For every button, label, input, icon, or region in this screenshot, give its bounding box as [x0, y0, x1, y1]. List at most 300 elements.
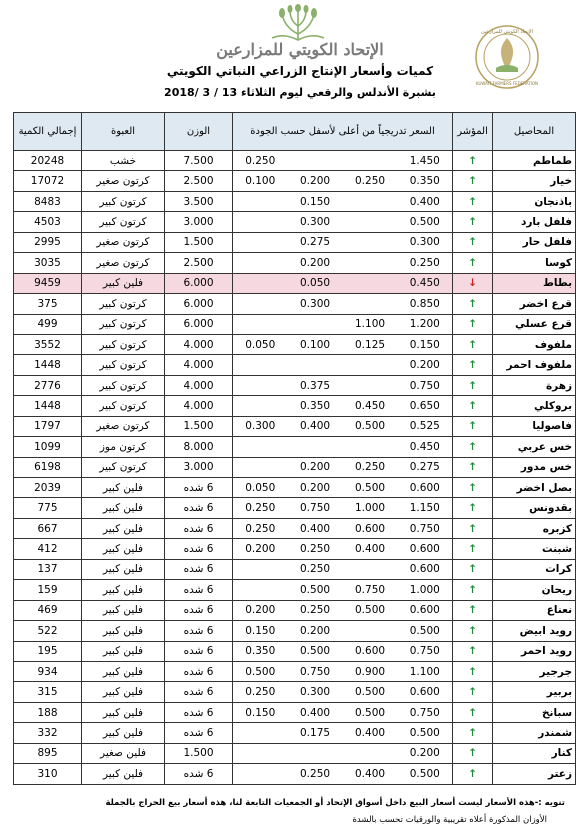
packaging-cell: فلين كبير: [82, 580, 165, 600]
total-quantity-cell: 9459: [14, 273, 82, 293]
total-quantity-cell: 310: [14, 764, 82, 784]
price-grade-1: 0.600: [398, 600, 453, 620]
weight-cell: 7.500: [165, 151, 233, 171]
crop-name: فلفل بارد: [493, 212, 576, 232]
trend-indicator-icon: ↑: [453, 621, 493, 641]
col-header-price: السعر تدريجياً من أعلى لأسفل حسب الجودة: [233, 113, 453, 151]
trend-indicator-icon: ↑: [453, 232, 493, 252]
crop-name: كنار: [493, 743, 576, 763]
weight-cell: 4.000: [165, 396, 233, 416]
price-grade-3: [288, 314, 343, 334]
price-grade-1: 0.200: [398, 743, 453, 763]
price-grade-3: 0.200: [288, 478, 343, 498]
weight-cell: 3.000: [165, 457, 233, 477]
weight-cell: 6.000: [165, 294, 233, 314]
price-grade-4: [233, 437, 288, 457]
price-grade-3: 0.300: [288, 682, 343, 702]
weight-cell: 6.000: [165, 273, 233, 293]
price-grade-4: 0.250: [233, 498, 288, 518]
price-grade-4: [233, 559, 288, 579]
price-grade-1: 0.275: [398, 457, 453, 477]
table-row: [14, 743, 576, 763]
trend-indicator-icon: ↑: [453, 314, 493, 334]
packaging-cell: كرتون كبير: [82, 334, 165, 354]
table-row: [14, 621, 576, 641]
table-header-row: [14, 113, 576, 151]
weight-cell: 2.500: [165, 253, 233, 273]
price-grade-3: [288, 437, 343, 457]
price-grade-4: [233, 273, 288, 293]
price-grade-1: 0.500: [398, 212, 453, 232]
price-grade-1: 0.500: [398, 723, 453, 743]
crop-name: كزبره: [493, 518, 576, 538]
total-quantity-cell: 17072: [14, 171, 82, 191]
table-row: [14, 682, 576, 702]
price-grade-1: 0.150: [398, 334, 453, 354]
trend-indicator-icon: ↑: [453, 437, 493, 457]
table-row: [14, 702, 576, 722]
price-grade-2: 0.500: [343, 682, 398, 702]
price-grade-2: [343, 273, 398, 293]
crop-name: ملفوف احمر: [493, 355, 576, 375]
price-grade-2: 0.500: [343, 416, 398, 436]
table-row: [14, 171, 576, 191]
price-grade-2: [343, 375, 398, 395]
packaging-cell: فلين كبير: [82, 273, 165, 293]
packaging-cell: فلين كبير: [82, 518, 165, 538]
price-grade-2: 0.500: [343, 600, 398, 620]
price-grade-2: 1.000: [343, 498, 398, 518]
weight-cell: 3.000: [165, 212, 233, 232]
table-row: [14, 294, 576, 314]
weight-cell: 6 شده: [165, 580, 233, 600]
price-grade-4: [233, 580, 288, 600]
price-grade-3: 0.275: [288, 232, 343, 252]
weight-cell: 1.500: [165, 743, 233, 763]
price-grade-3: 0.200: [288, 621, 343, 641]
packaging-cell: فلين كبير: [82, 723, 165, 743]
weight-cell: 4.000: [165, 375, 233, 395]
trend-indicator-icon: ↑: [453, 641, 493, 661]
price-grade-4: 0.100: [233, 171, 288, 191]
price-grade-4: 0.150: [233, 621, 288, 641]
trend-indicator-icon: ↓: [453, 273, 493, 293]
trend-indicator-icon: ↑: [453, 559, 493, 579]
total-quantity-cell: 188: [14, 702, 82, 722]
price-grade-1: 0.600: [398, 478, 453, 498]
table-row: [14, 457, 576, 477]
crop-name: فلفل حار: [493, 232, 576, 252]
price-grade-3: 0.250: [288, 539, 343, 559]
price-grade-1: 0.450: [398, 437, 453, 457]
packaging-cell: فلين كبير: [82, 661, 165, 681]
crop-name: كوسا: [493, 253, 576, 273]
trend-indicator-icon: ↑: [453, 723, 493, 743]
price-grade-1: 0.750: [398, 518, 453, 538]
price-grade-1: 0.750: [398, 375, 453, 395]
federation-logo: [474, 24, 540, 90]
price-grade-4: [233, 457, 288, 477]
table-row: [14, 437, 576, 457]
price-grade-1: 1.100: [398, 661, 453, 681]
price-grade-4: 0.350: [233, 641, 288, 661]
table-row: [14, 478, 576, 498]
price-grade-2: 0.400: [343, 764, 398, 784]
table-row: [14, 253, 576, 273]
packaging-cell: كرتون كبير: [82, 294, 165, 314]
trend-indicator-icon: ↑: [453, 600, 493, 620]
packaging-cell: كرتون صغير: [82, 171, 165, 191]
price-grade-2: [343, 355, 398, 375]
trend-indicator-icon: ↑: [453, 294, 493, 314]
price-grade-3: 0.750: [288, 661, 343, 681]
packaging-cell: فلين صغير: [82, 743, 165, 763]
trend-indicator-icon: ↑: [453, 702, 493, 722]
trend-indicator-icon: ↑: [453, 539, 493, 559]
price-grade-1: 1.000: [398, 580, 453, 600]
crop-name: شبنت: [493, 539, 576, 559]
crop-name: رويد احمر: [493, 641, 576, 661]
weight-cell: 3.500: [165, 191, 233, 211]
total-quantity-cell: 1448: [14, 355, 82, 375]
packaging-cell: فلين كبير: [82, 621, 165, 641]
table-row: [14, 396, 576, 416]
total-quantity-cell: 4503: [14, 212, 82, 232]
price-grade-3: 0.750: [288, 498, 343, 518]
price-grade-1: 0.350: [398, 171, 453, 191]
price-grade-4: [233, 294, 288, 314]
crop-name: بربير: [493, 682, 576, 702]
weight-cell: 4.000: [165, 355, 233, 375]
crop-name: فاصوليا: [493, 416, 576, 436]
crop-name: جرجير: [493, 661, 576, 681]
price-grade-1: 0.500: [398, 621, 453, 641]
packaging-cell: كرتون صغير: [82, 253, 165, 273]
weight-cell: 6 شده: [165, 764, 233, 784]
price-grade-2: 0.900: [343, 661, 398, 681]
price-grade-3: [288, 355, 343, 375]
trend-indicator-icon: ↑: [453, 743, 493, 763]
price-grade-2: 0.125: [343, 334, 398, 354]
price-grade-1: 0.450: [398, 273, 453, 293]
packaging-cell: فلين كبير: [82, 702, 165, 722]
total-quantity-cell: 8483: [14, 191, 82, 211]
total-quantity-cell: 3552: [14, 334, 82, 354]
price-grade-3: 0.400: [288, 518, 343, 538]
price-grade-3: 0.200: [288, 253, 343, 273]
table-row: [14, 191, 576, 211]
trend-indicator-icon: ↑: [453, 212, 493, 232]
table-row: [14, 559, 576, 579]
col-header-total: إجمالي الكمية: [14, 113, 82, 151]
price-grade-3: 0.500: [288, 641, 343, 661]
price-grade-2: 0.250: [343, 457, 398, 477]
table-row: [14, 232, 576, 252]
price-grade-3: 0.400: [288, 702, 343, 722]
crop-name: ملفوف: [493, 334, 576, 354]
crop-name: بصل اخضر: [493, 478, 576, 498]
weight-cell: 6 شده: [165, 621, 233, 641]
trend-indicator-icon: ↑: [453, 580, 493, 600]
price-grade-3: 0.500: [288, 580, 343, 600]
packaging-cell: كرتون كبير: [82, 457, 165, 477]
weight-cell: 6 شده: [165, 518, 233, 538]
total-quantity-cell: 895: [14, 743, 82, 763]
total-quantity-cell: 6198: [14, 457, 82, 477]
price-grade-2: [343, 621, 398, 641]
price-grade-1: 0.600: [398, 559, 453, 579]
packaging-cell: خشب: [82, 151, 165, 171]
trend-indicator-icon: ↑: [453, 682, 493, 702]
packaging-cell: فلين كبير: [82, 682, 165, 702]
trend-indicator-icon: ↑: [453, 355, 493, 375]
crop-name: طماطم: [493, 151, 576, 171]
weight-cell: 6 شده: [165, 641, 233, 661]
price-grade-4: 0.200: [233, 600, 288, 620]
price-grade-2: [343, 294, 398, 314]
price-grade-2: [343, 212, 398, 232]
price-grade-1: 0.850: [398, 294, 453, 314]
table-row: [14, 600, 576, 620]
price-grade-2: 0.750: [343, 580, 398, 600]
price-grade-3: 0.375: [288, 375, 343, 395]
col-header-name: المحاصيل: [493, 113, 576, 151]
page-header: [0, 0, 587, 108]
total-quantity-cell: 375: [14, 294, 82, 314]
weight-cell: 6 شده: [165, 600, 233, 620]
weight-cell: 6 شده: [165, 702, 233, 722]
price-grade-4: [233, 764, 288, 784]
crop-name: بقدونس: [493, 498, 576, 518]
price-grade-4: 0.200: [233, 539, 288, 559]
col-header-packaging: العبوة: [82, 113, 165, 151]
price-grade-1: 0.600: [398, 682, 453, 702]
crop-name: ريحان: [493, 580, 576, 600]
crop-name: خيار: [493, 171, 576, 191]
price-grade-1: 0.650: [398, 396, 453, 416]
weight-cell: 6 شده: [165, 723, 233, 743]
price-grade-4: 0.300: [233, 416, 288, 436]
footer-weights-note: الأوزان المذكورة أعلاه تقريبية والورقيات تحسب بالشدة: [352, 815, 547, 825]
price-grade-1: 0.525: [398, 416, 453, 436]
packaging-cell: كرتون صغير: [82, 232, 165, 252]
crop-name: زهرة: [493, 375, 576, 395]
price-grade-3: 0.250: [288, 559, 343, 579]
total-quantity-cell: 667: [14, 518, 82, 538]
packaging-cell: كرتون كبير: [82, 191, 165, 211]
trend-indicator-icon: ↑: [453, 191, 493, 211]
price-grade-1: 0.750: [398, 641, 453, 661]
crop-name: باذنجان: [493, 191, 576, 211]
table-row: [14, 334, 576, 354]
total-quantity-cell: 137: [14, 559, 82, 579]
crop-name: خس مدور: [493, 457, 576, 477]
price-grade-2: 0.450: [343, 396, 398, 416]
trend-indicator-icon: ↑: [453, 334, 493, 354]
price-grade-4: [233, 253, 288, 273]
weight-cell: 6 شده: [165, 539, 233, 559]
price-grade-2: [343, 437, 398, 457]
price-grade-2: 0.250: [343, 171, 398, 191]
price-grade-3: [288, 151, 343, 171]
weight-cell: 6 شده: [165, 478, 233, 498]
total-quantity-cell: 3035: [14, 253, 82, 273]
crop-name: رويد ابيض: [493, 621, 576, 641]
price-grade-3: 0.300: [288, 212, 343, 232]
price-grade-2: 1.100: [343, 314, 398, 334]
crop-name: بطاط: [493, 273, 576, 293]
price-grade-1: 0.500: [398, 764, 453, 784]
crop-name: قرع اخضر: [493, 294, 576, 314]
price-grade-2: 0.500: [343, 478, 398, 498]
total-quantity-cell: 934: [14, 661, 82, 681]
table-row: [14, 314, 576, 334]
price-grade-1: 0.600: [398, 539, 453, 559]
crop-name: شمندر: [493, 723, 576, 743]
price-grade-1: 0.200: [398, 355, 453, 375]
weight-cell: 4.000: [165, 334, 233, 354]
total-quantity-cell: 2995: [14, 232, 82, 252]
table-row: [14, 518, 576, 538]
trend-indicator-icon: ↑: [453, 457, 493, 477]
packaging-cell: كرتون كبير: [82, 355, 165, 375]
weight-cell: 8.000: [165, 437, 233, 457]
table-row: [14, 355, 576, 375]
packaging-cell: كرتون كبير: [82, 212, 165, 232]
crop-name: كرات: [493, 559, 576, 579]
price-grade-1: 0.300: [398, 232, 453, 252]
price-grade-4: [233, 375, 288, 395]
crop-name: بروكلي: [493, 396, 576, 416]
price-grade-3: 0.100: [288, 334, 343, 354]
table-row: [14, 661, 576, 681]
total-quantity-cell: 315: [14, 682, 82, 702]
price-grade-3: 0.175: [288, 723, 343, 743]
price-grade-1: 0.750: [398, 702, 453, 722]
table-row: [14, 580, 576, 600]
price-grade-4: 0.250: [233, 151, 288, 171]
total-quantity-cell: 2039: [14, 478, 82, 498]
table-row: [14, 498, 576, 518]
price-grade-4: 0.150: [233, 702, 288, 722]
table-row: [14, 539, 576, 559]
price-grade-3: 0.250: [288, 764, 343, 784]
weight-cell: 6.000: [165, 314, 233, 334]
weight-cell: 1.500: [165, 416, 233, 436]
total-quantity-cell: 20248: [14, 151, 82, 171]
price-grade-4: [233, 232, 288, 252]
trend-indicator-icon: ↑: [453, 661, 493, 681]
total-quantity-cell: 1797: [14, 416, 82, 436]
price-grade-2: 0.600: [343, 518, 398, 538]
table-row: [14, 212, 576, 232]
price-grade-2: [343, 191, 398, 211]
trend-indicator-icon: ↑: [453, 171, 493, 191]
page-title: الإتحاد الكويتي للمزارعين: [216, 40, 384, 59]
prices-table: [13, 112, 576, 785]
svg-text:KUWAIT FARMERS FEDERATION: KUWAIT FARMERS FEDERATION: [475, 81, 539, 86]
price-grade-2: [343, 743, 398, 763]
price-grade-3: 0.350: [288, 396, 343, 416]
packaging-cell: فلين كبير: [82, 600, 165, 620]
total-quantity-cell: 775: [14, 498, 82, 518]
table-row: [14, 416, 576, 436]
price-grade-3: 0.300: [288, 294, 343, 314]
crop-name: خس عربي: [493, 437, 576, 457]
price-grade-1: 0.400: [398, 191, 453, 211]
packaging-cell: فلين كبير: [82, 478, 165, 498]
price-grade-2: [343, 559, 398, 579]
total-quantity-cell: 522: [14, 621, 82, 641]
price-grade-4: [233, 396, 288, 416]
price-grade-2: [343, 253, 398, 273]
col-header-weight: الوزن: [165, 113, 233, 151]
price-grade-4: 0.250: [233, 682, 288, 702]
price-grade-4: [233, 191, 288, 211]
price-grade-4: [233, 743, 288, 763]
price-grade-3: 0.200: [288, 171, 343, 191]
price-grade-3: [288, 743, 343, 763]
price-grade-1: 1.450: [398, 151, 453, 171]
col-header-indicator: المؤشر: [453, 113, 493, 151]
footer-note: تنويه :-هذه الأسعار ليست أسعار البيع داخل أسواق الإتحاد أو الجمعيات التابعة لنا، هذه أسعار بيع الحراج بالجملة: [105, 798, 565, 808]
price-grade-4: 0.050: [233, 334, 288, 354]
price-grade-2: 0.500: [343, 702, 398, 722]
trend-indicator-icon: ↑: [453, 375, 493, 395]
weight-cell: 6 شده: [165, 661, 233, 681]
crop-name: سبانخ: [493, 702, 576, 722]
weight-cell: 1.500: [165, 232, 233, 252]
price-grade-2: [343, 232, 398, 252]
packaging-cell: فلين كبير: [82, 539, 165, 559]
price-grade-4: 0.050: [233, 478, 288, 498]
price-grade-4: 0.500: [233, 661, 288, 681]
packaging-cell: كرتون كبير: [82, 375, 165, 395]
table-row: [14, 723, 576, 743]
total-quantity-cell: 499: [14, 314, 82, 334]
price-grade-3: 0.250: [288, 600, 343, 620]
price-grade-4: [233, 355, 288, 375]
packaging-cell: كرتون صغير: [82, 416, 165, 436]
floral-ornament-icon: [268, 4, 328, 42]
price-grade-2: 0.600: [343, 641, 398, 661]
crop-name: زعتر: [493, 764, 576, 784]
trend-indicator-icon: ↑: [453, 478, 493, 498]
price-grade-1: 1.150: [398, 498, 453, 518]
weight-cell: 6 شده: [165, 559, 233, 579]
trend-indicator-icon: ↑: [453, 396, 493, 416]
price-grade-3: 0.050: [288, 273, 343, 293]
price-grade-1: 1.200: [398, 314, 453, 334]
price-grade-4: 0.250: [233, 518, 288, 538]
trend-indicator-icon: ↑: [453, 498, 493, 518]
weight-cell: 6 شده: [165, 682, 233, 702]
packaging-cell: فلين كبير: [82, 498, 165, 518]
price-grade-1: 0.250: [398, 253, 453, 273]
table-row: [14, 764, 576, 784]
trend-indicator-icon: ↑: [453, 518, 493, 538]
packaging-cell: كرتون كبير: [82, 314, 165, 334]
date-line: بشبرة الأندلس والرقعي ليوم الثلاثاء 13 / 3 /2018: [164, 86, 436, 99]
price-grade-4: [233, 212, 288, 232]
price-grade-2: 0.400: [343, 723, 398, 743]
price-grade-3: 0.400: [288, 416, 343, 436]
packaging-cell: فلين كبير: [82, 559, 165, 579]
price-grade-4: [233, 723, 288, 743]
table-row: [14, 641, 576, 661]
page-subtitle: كميات وأسعار الإنتاج الزراعي النباتي الكويتي: [166, 64, 434, 78]
trend-indicator-icon: ↑: [453, 151, 493, 171]
